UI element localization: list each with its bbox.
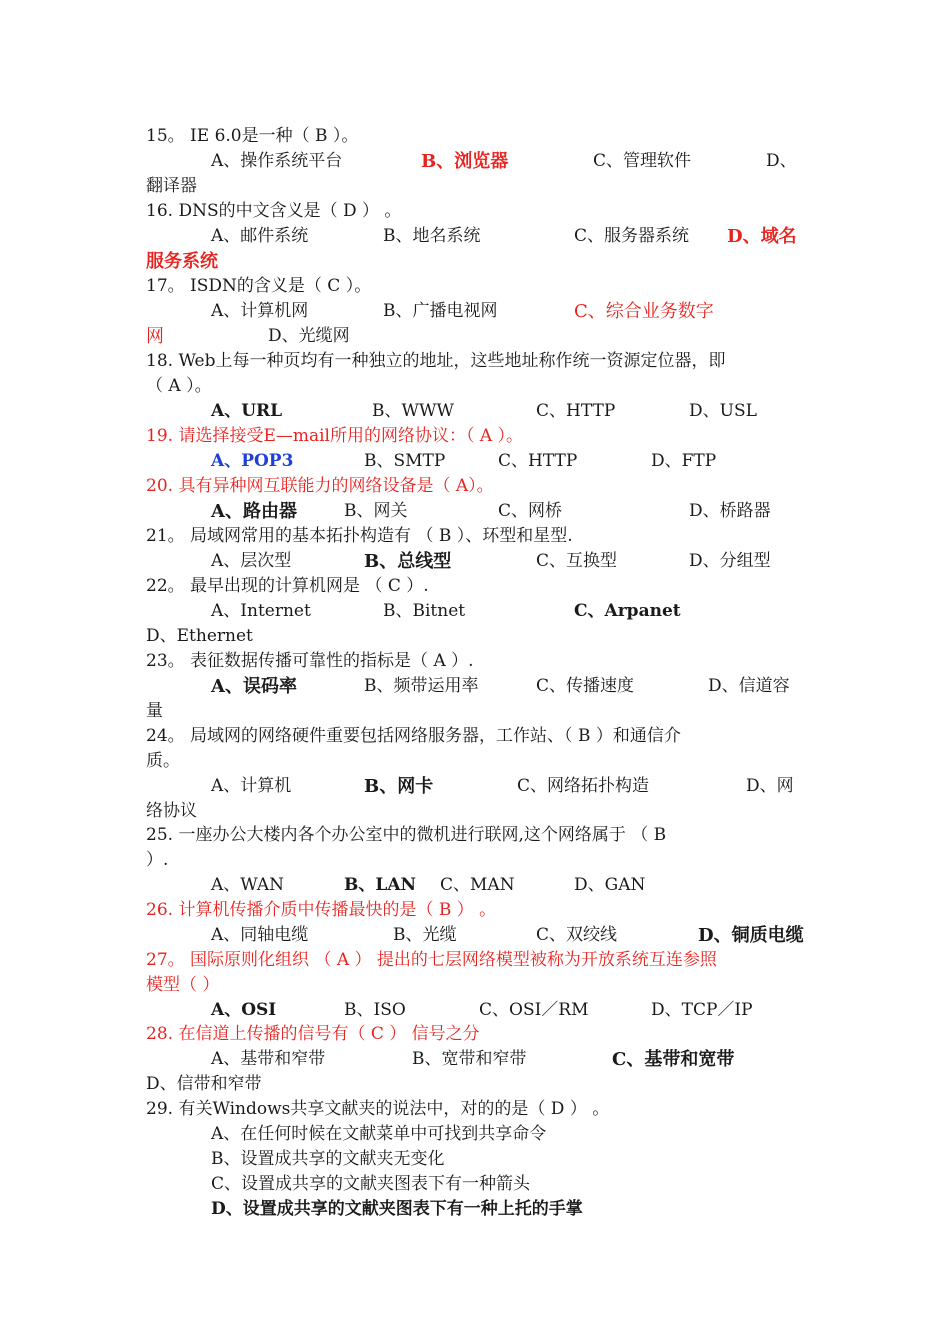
q20-option-b: B、网关	[344, 501, 408, 521]
q25-option-c: C、MAN	[440, 875, 515, 895]
q17-option-a: A、计算机网	[211, 301, 309, 321]
q17-option-c: C、综合业务数字	[574, 301, 714, 322]
q20-stem: 20. 具有异种网互联能力的网络设备是（ A）。	[146, 476, 494, 496]
q21-option-d: D、分组型	[689, 551, 771, 571]
q26-option-d: D、铜质电缆	[698, 925, 804, 946]
q27-option-b: B、ISO	[344, 1000, 406, 1020]
q19-option-b: B、SMTP	[364, 451, 446, 471]
q28-option-c: C、基带和宽带	[612, 1049, 735, 1070]
q16-stem: 16. DNS的中文含义是（ D ） 。	[146, 201, 402, 221]
q24-stem-cont: 质。	[146, 751, 180, 771]
q27-stem: 27。 国际原则化组织 （ A ） 提出的七层网络模型被称为开放系统互连参照	[146, 950, 717, 970]
q22-stem: 22。 最早出现的计算机网是 （ C ）.	[146, 576, 429, 596]
q20-option-a: A、路由器	[211, 501, 297, 522]
q27-stem-cont: 模型（ ）	[146, 975, 220, 995]
q29-option-b: B、设置成共享的文献夹无变化	[211, 1149, 445, 1169]
q25-option-b: B、LAN	[344, 875, 417, 895]
q29-option-a: A、在任何时候在文献菜单中可找到共享命令	[211, 1124, 547, 1144]
q25-stem-cont: ）.	[146, 850, 169, 870]
q24-option-d: D、网	[746, 776, 794, 796]
q21-option-c: C、互换型	[536, 551, 618, 571]
q23-option-b: B、频带运用率	[364, 676, 479, 696]
q24-option-b: B、网卡	[364, 776, 434, 797]
q25-option-a: A、WAN	[211, 875, 285, 895]
q28-option-d: D、信带和窄带	[146, 1074, 262, 1094]
q21-stem: 21。 局域网常用的基本拓扑构造有 （ B ）、环型和星型.	[146, 526, 573, 546]
q27-option-a: A、OSI	[211, 1000, 277, 1020]
q29-option-d: D、设置成共享的文献夹图表下有一种上托的手掌	[211, 1199, 583, 1219]
q15-option-d: D、	[766, 151, 797, 171]
q27-option-d: D、TCP／IP	[651, 1000, 753, 1020]
q19-option-d: D、FTP	[651, 451, 717, 471]
q20-option-c: C、网桥	[498, 501, 563, 521]
q17-stem: 17。 ISDN的含义是（ C ）。	[146, 276, 372, 296]
q15-option-d-cont: 翻译器	[146, 176, 197, 196]
q17-option-b: B、广播电视网	[383, 301, 498, 321]
q26-option-c: C、双绞线	[536, 925, 618, 945]
q18-option-d: D、USL	[689, 401, 757, 421]
q29-stem: 29. 有关Windows共享文献夹的说法中，对的的是（ D ） 。	[146, 1099, 610, 1119]
q26-stem: 26. 计算机传播介质中传播最快的是（ B ） 。	[146, 900, 497, 920]
q23-option-a: A、误码率	[211, 676, 297, 697]
q22-option-c: C、Arpanet	[574, 601, 681, 621]
q18-option-a: A、URL	[211, 401, 283, 421]
q23-option-c: C、传播速度	[536, 676, 635, 696]
q16-option-d: D、域名	[727, 226, 797, 247]
q19-option-a: A、POP3	[211, 451, 294, 471]
q19-option-c: C、HTTP	[498, 451, 578, 471]
q24-option-d-cont: 络协议	[146, 801, 197, 821]
q27-option-c: C、OSI／RM	[479, 1000, 589, 1020]
q24-option-c: C、网络拓扑构造	[517, 776, 650, 796]
q22-option-a: A、Internet	[211, 601, 311, 621]
q28-option-b: B、宽带和窄带	[412, 1049, 527, 1069]
q16-option-d-cont: 服务系统	[146, 251, 218, 272]
q28-stem: 28. 在信道上传播的信号有（ C ） 信号之分	[146, 1024, 480, 1044]
q18-option-b: B、WWW	[372, 401, 454, 421]
q16-option-b: B、地名系统	[383, 226, 481, 246]
q18-stem: 18. Web上每一种页均有一种独立的地址，这些地址称作统一资源定位器，即	[146, 351, 726, 371]
q17-option-c-cont: 网	[146, 326, 164, 347]
q24-stem: 24。 局域网的网络硬件重要包括网络服务器，工作站、（ B ）和通信介	[146, 726, 681, 746]
q25-option-d: D、GAN	[574, 875, 646, 895]
q23-option-d: D、信道容	[708, 676, 790, 696]
q29-option-c: C、设置成共享的文献夹图表下有一种箭头	[211, 1174, 531, 1194]
q24-option-a: A、计算机	[211, 776, 292, 796]
q15-option-c: C、管理软件	[593, 151, 692, 171]
q26-option-a: A、同轴电缆	[211, 925, 309, 945]
q22-option-b: B、Bitnet	[383, 601, 466, 621]
q19-stem: 19. 请选择接受E—mail所用的网络协议：（ A ）。	[146, 426, 524, 446]
q18-option-c: C、HTTP	[536, 401, 616, 421]
q15-option-a: A、操作系统平台	[211, 151, 343, 171]
q26-option-b: B、光缆	[393, 925, 457, 945]
q28-option-a: A、基带和窄带	[211, 1049, 326, 1069]
q21-option-b: B、总线型	[364, 551, 452, 572]
q20-option-d: D、桥路器	[689, 501, 771, 521]
q21-option-a: A、层次型	[211, 551, 292, 571]
q23-option-d-cont: 量	[146, 701, 163, 721]
q15-stem: 15。 IE 6.0是一种（ B ）。	[146, 126, 359, 146]
q15-option-b: B、浏览器	[421, 151, 509, 172]
q18-stem-cont: （ A ）。	[146, 376, 212, 396]
q25-stem: 25. 一座办公大楼内各个办公室中的微机进行联网,这个网络属于 （ B	[146, 825, 667, 845]
q16-option-c: C、服务器系统	[574, 226, 690, 246]
q17-option-d: D、光缆网	[268, 326, 350, 346]
q16-option-a: A、邮件系统	[211, 226, 309, 246]
q23-stem: 23。 表征数据传播可靠性的指标是（ A ）.	[146, 651, 474, 671]
q22-option-d: D、Ethernet	[146, 626, 253, 646]
